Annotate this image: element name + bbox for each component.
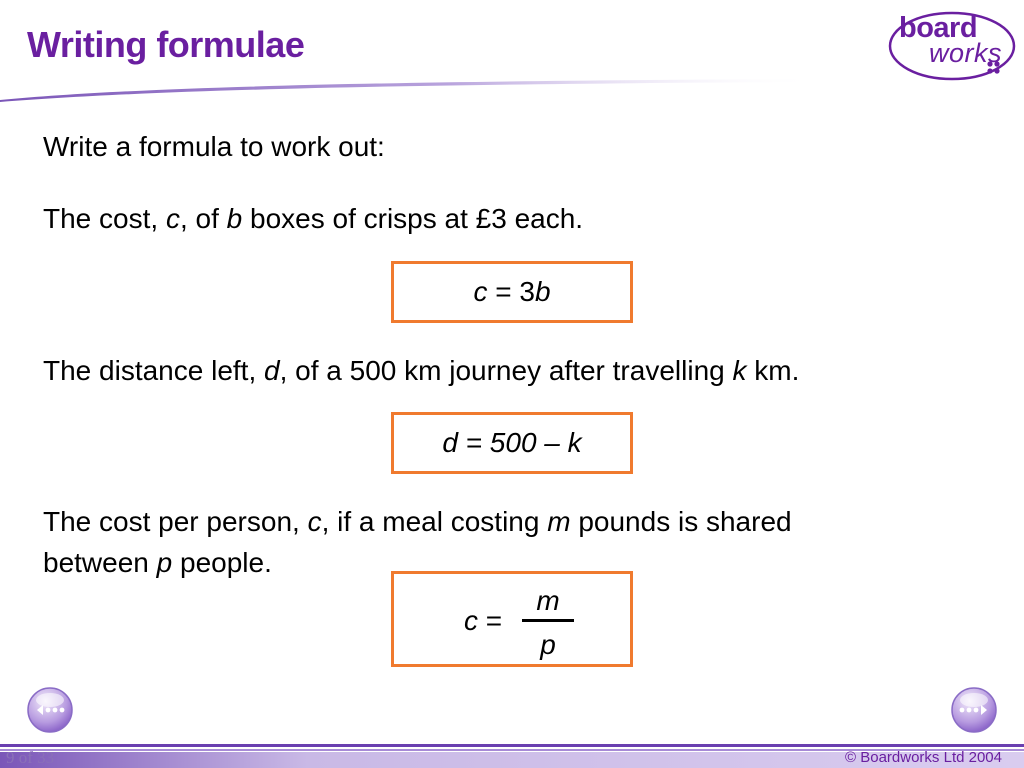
next-slide-icon (950, 686, 998, 734)
question-2: The distance left, d, of a 500 km journey after travelling k km. (43, 355, 800, 386)
answer-box-2 (391, 412, 633, 474)
question-3-line-1: The cost per person, c, if a meal costing m pounds is shared (43, 506, 792, 537)
fraction-bar (522, 619, 574, 622)
answer-1-formula: c = 3b (473, 276, 551, 307)
next-slide-button[interactable] (950, 686, 998, 734)
previous-slide-icon (26, 686, 74, 734)
answer-3-lhs: c = (464, 605, 503, 636)
intro-text: Write a formula to work out: (43, 131, 385, 162)
previous-slide-button[interactable] (26, 686, 74, 734)
question-1: The cost, c, of b boxes of crisps at £3 each. (43, 203, 584, 234)
copyright-notice: © Boardworks Ltd 2004 (845, 749, 1002, 766)
slide-title: Writing formulae (27, 24, 305, 65)
title-underline (0, 78, 820, 102)
logo-word-works: works (929, 38, 1003, 68)
boardworks-logo (886, 6, 1020, 82)
answer-3-numerator: m (536, 585, 560, 616)
answer-box-3 (391, 571, 633, 667)
slide-page-number: 9 of 33 (6, 748, 55, 767)
answer-2-formula: d = 500 – k (442, 427, 582, 458)
logo-word-board: board (899, 12, 978, 44)
answer-3-denominator: p (540, 629, 556, 660)
question-3-line-2: between p people. (43, 547, 272, 578)
answer-box-1 (391, 261, 633, 323)
